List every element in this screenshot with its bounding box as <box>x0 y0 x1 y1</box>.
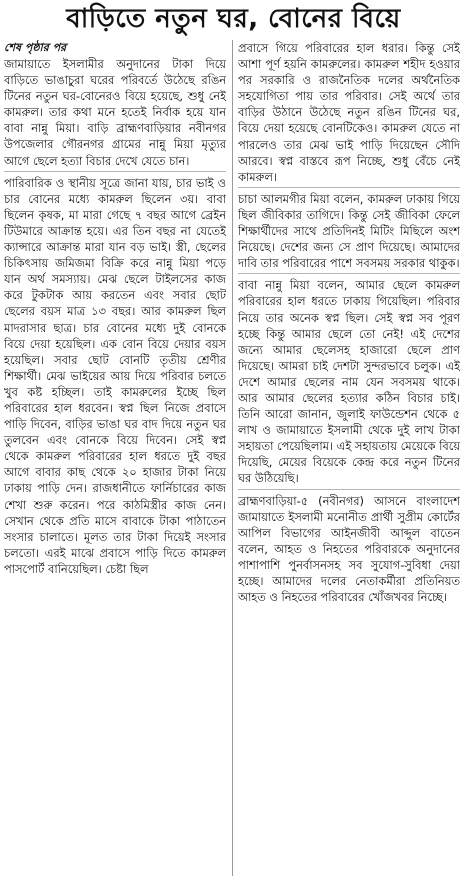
right-column <box>238 40 460 876</box>
article-paragraph: বাবা নান্নু মিয়া বলেন, আমার ছেলে কামরুল পরিবারের হাল ধরতে ঢাকায় গিয়েছিল। পরিবার নিয়ে তার অনেক স্বপ্ন ছিল। সেই স্বপ্ন সব পূরণ হচ্ছে কিন্তু আমার ছেলে তো নেই! এই দেশের জন্যে আমার ছেলেসহ হাজারো ছেলে প্রাণ দিয়েছে। আমরা চাই দেশটা সুন্দরভাবে চলুক। এই দেশে আমার ছেলের নাম যেন সবসময় থাকে। আর আমার ছেলের হত্যার কঠিন বিচার চাই। তিনি আরো জানান, জুলাই ফাউন্ডেশন থেকে ৫ লাখ ও জামায়াতে ইসলামী থেকে দুই লাখ টাকা সহায়তা পেয়েছিলাম। এই সহায়তায় মেয়েকে বিয়ে দিয়েছি, মেয়ের বিয়েকে কেন্দ্র করে নতুন টিনের ঘর উঠিয়েছি। <box>238 277 460 489</box>
column-divider <box>232 40 233 876</box>
article-paragraph: চাচা আলমগীর মিয়া বলেন, কামরুল ঢাকায় গিয়ে ছিল জীবিকার তাগিদে। কিন্তু সেই জীবিকা ফেলে শিক্ষার্থীদের সাথে প্রতিদিনই মিটিং মিছিলে অংশ নিয়েছে। দেশের জন্য সে প্রাণ দিয়েছে। আমাদের দাবি তার পরিবারের পাশে সবসময় সরকার থাকুক। <box>238 191 460 274</box>
article-paragraph: পারিবারিক ও স্থানীয় সূত্রে জানা যায়, চার ভাই ও চার বোনের মধ্যে কামরুল ছিলেন ৩য়। বাবা ছিলেন কৃষক, মা মারা গেছে ৭ বছর আগে ব্রেইন টিউমারে আক্রান্ত হয়ে। এর তিন বছর না যেতেই ক্যান্সারে আক্রান্ত মারা যান বড় ভাই। স্ত্রী, ছেলের চিকিৎসায় জমিজমা বিক্রি করে নান্নু মিয়া পড়ে যান অর্থ সমস্যায়। মেঝ ছেলে টাইলসের কাজ করে টুকটাক আয় করতেন এবং সবার ছোট ছেলের বয়স মাত্র ১৩ বছর। আর কামরুল ছিল মাদরাসার ছাত্র। চার বোনের মধ্যে দুই বোনকে বিয়ে দেয়া হয়েছিল। এক বোন বিয়ে দেয়ার বয়স হয়েছিল। সবার ছোট বোনটি তৃতীয় শ্রেণীর শিক্ষার্থী। মেঝ ভাইয়ের আয় দিয়ে পরিবার চলতে খুব কষ্ট হচ্ছিল। তাই কামরুলের ইচ্ছে ছিল পরিবারের হাল ধরবেন। স্বপ্ন ছিল নিজে প্রবাসে পাড়ি দিবেন, বাড়ির ভাঙা ঘর বাদ দিয়ে নতুন ঘর তুলবেন এবং বোনকে বিয়ে দিবেন। সেই স্বপ্ন থেকে কামরুল পরিবারের হাল ধরতে দুই বছর আগে বাবার কাছ থেকে ২০ হাজার টাকা নিয়ে ঢাকায় পাড়ি দেন। রাজধানীতে ফার্নিচারের কাজ শেখা শুরু করেন। পরে কাঠমিস্ত্রীর কাজ নেন। সেখান থেকে প্রতি মাসে বাবাকে টাকা পাঠাতেন সংসার চালাতে। মূলত তার টাকা দিয়েই সংসার চলতো। এরই মাঝে প্রবাসে পাড়ি দিতে কামরুল পাসপোর্ট বানিয়েছিল। চেষ্টা ছিল <box>4 175 226 576</box>
article-paragraph: প্রবাসে গিয়ে পরিবারের হাল ধরার। কিন্তু সেই আশা পূর্ণ হয়নি কামরুলের। কামরুল শহীদ হওয়ার পর সরকারি ও রাজনৈতিক দলের অর্থনৈতিক সহযোগিতা পায় তার পরিবার। সেই অর্থে তার বাড়ির উঠানে উঠেছে নতুন রঙিন টিনের ঘর, বিয়ে দেয়া হয়েছে বোনটিকেও। কামরুল যেতে না পারলেও তার মেঝ ভাই পাড়ি দিয়েছেন সৌদি আরবে। স্বপ্ন বাস্তবে রূপ নিচ্ছে, শুধু বেঁচে নেই কামরুল। <box>238 40 460 188</box>
continued-from-label: শেষ পৃষ্ঠার পর <box>4 41 67 54</box>
article-headline: বাড়িতে নতুন ঘর, বোনের বিয়ে <box>66 4 401 34</box>
left-column <box>4 40 226 876</box>
article-paragraph: ব্রাহ্মণবাড়িয়া-৫ (নবীনগর) আসনে বাংলাদেশ জামায়াতে ইসলামী মনোনীত প্রার্থী সুপ্রীম কোর্টের আপিল বিভাগের আইনজীবী আব্দুল বাতেন বলেন, আহত ও নিহতের পরিবারকে অনুদানের পাশাপাশি পুনর্বাসনসহ সব সুযোগ-সুবিধা দেয়া হচ্ছে। আমাদের দলের নেতাকর্মীরা প্রতিনিয়ত আহত ও নিহতের পরিবারের খোঁজখবর নিচ্ছে। <box>238 493 460 605</box>
article-paragraph: জামায়াতে ইসলামীর অনুদানের টাকা দিয়ে বাড়িতে ভাঙাচুরা ঘরের পরিবর্তে উঠেছে রঙিন টিনের নতুন ঘর-বোনেরও বিয়ে হয়েছে, শুধু নেই কামরুল। তার কথা মনে হতেই নির্বাক হয়ে যান বাবা নান্নু মিয়া। বাড়ি ব্রাহ্মণবাড়িয়ার নবীনগর উপজেলার গৌরনগর গ্রামের নান্নু মিয়া মৃত্যুর আগে ছেলে হত্যা বিচার দেখে যেতে চান। <box>4 56 226 172</box>
